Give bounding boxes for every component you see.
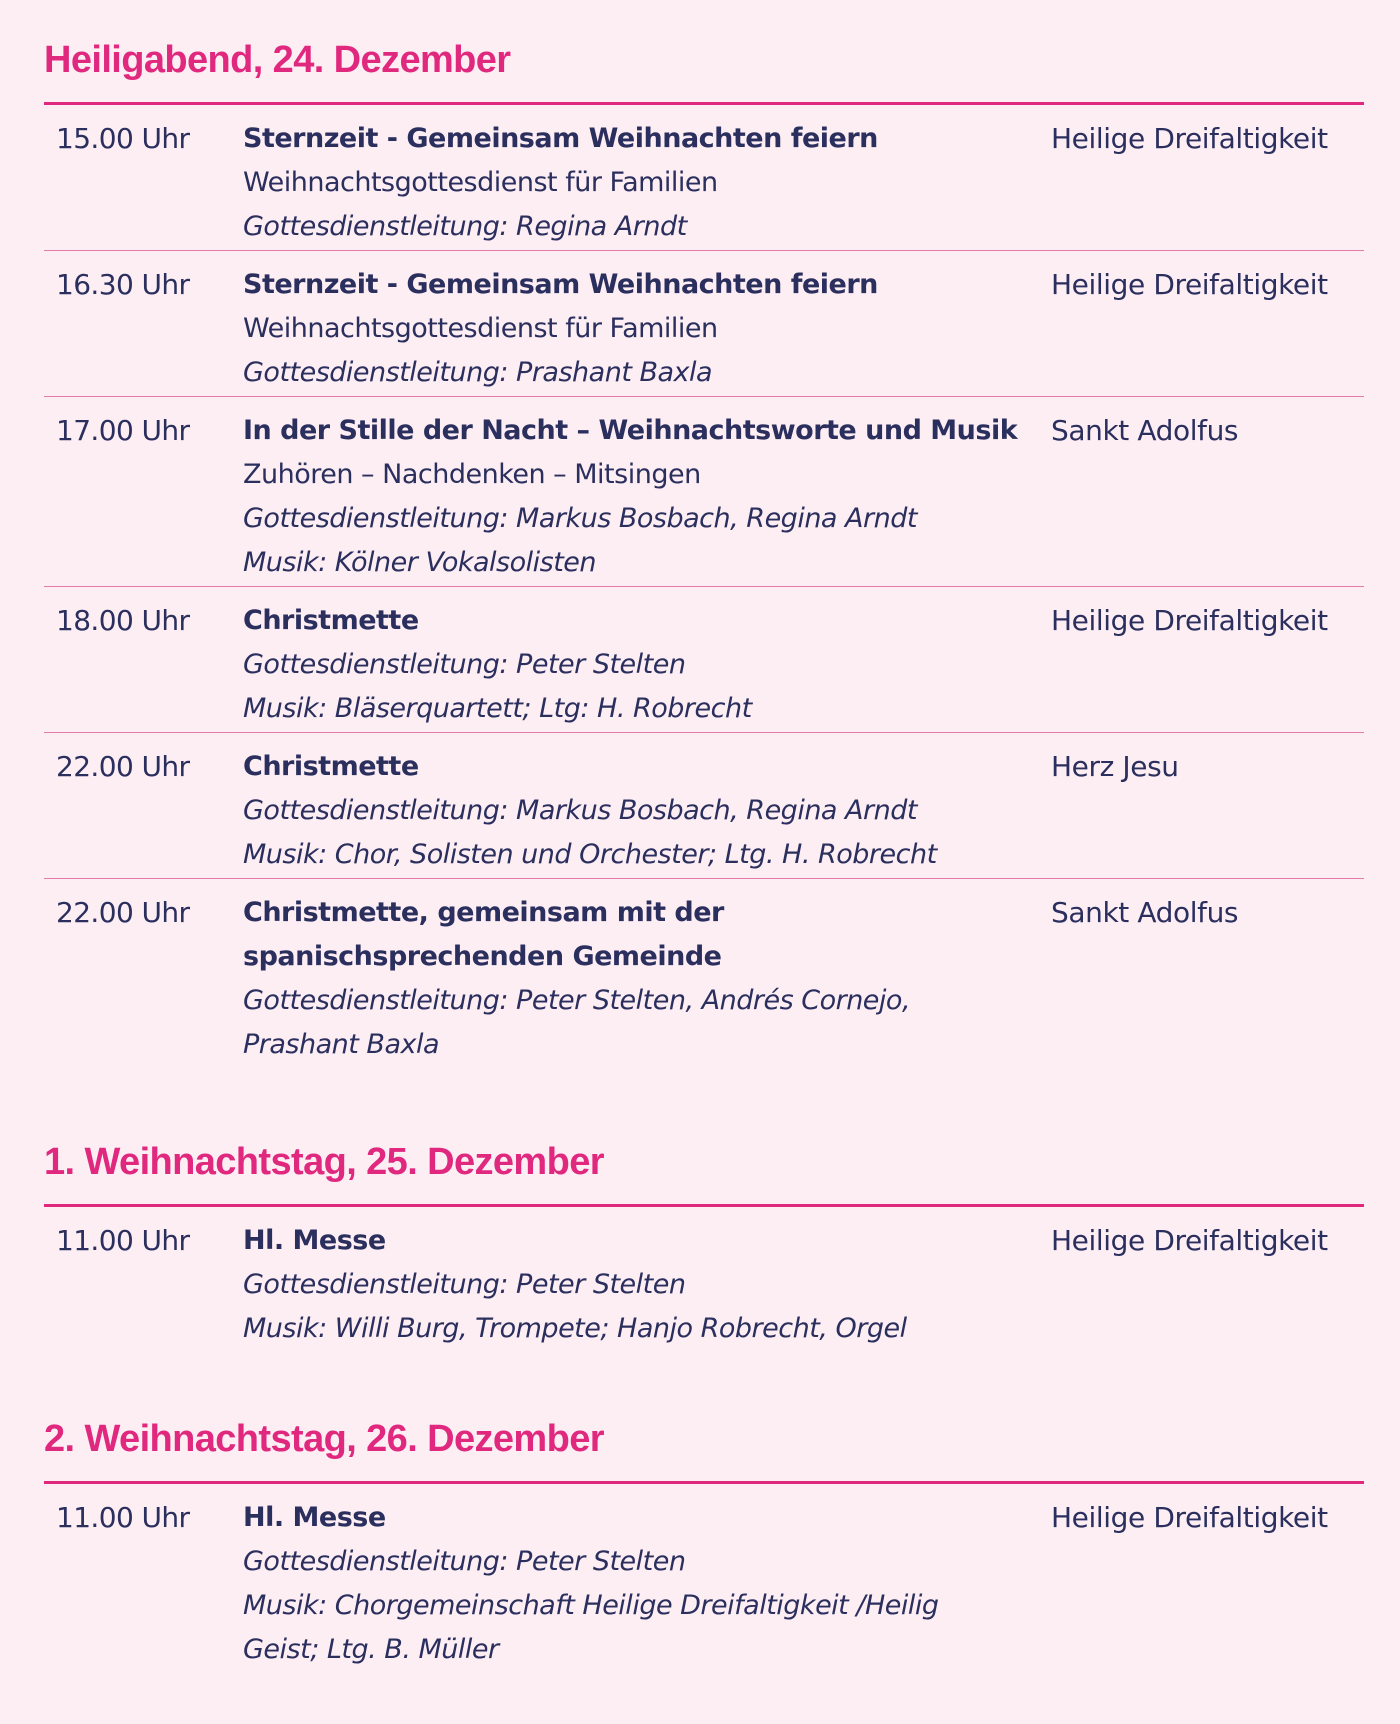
entry-time: 11.00 Uhr (56, 1224, 190, 1257)
entry-leader-cont: Prashant Baxla (243, 1029, 440, 1060)
entry-location: Heilige Dreifaltigkeit (1051, 268, 1328, 301)
entry-leader: Gottesdienstleitung: Prashant Baxla (243, 357, 713, 388)
entry-leader: Gottesdienstleitung: Peter Stelten (243, 1546, 686, 1577)
entry-title: Christmette, gemeinsam mit der (243, 897, 724, 928)
entry-location: Sankt Adolfus (1051, 414, 1239, 447)
entry-location: Heilige Dreifaltigkeit (1051, 122, 1328, 155)
section-heiligabend (44, 38, 1364, 1069)
entry-leader: Gottesdienstleitung: Markus Bosbach, Regina Arndt (243, 795, 917, 826)
entry-title-cont: spanischsprechenden Gemeinde (243, 941, 722, 972)
entry-title: Christmette (243, 605, 419, 636)
entry-details (243, 745, 1043, 877)
entry-title: Christmette (243, 751, 419, 782)
entry-details (243, 891, 1043, 1067)
entry-subtitle: Weihnachtsgottesdienst für Familien (243, 167, 718, 198)
entry-music: Musik: Kölner Vokalsolisten (243, 547, 597, 578)
entry-location: Heilige Dreifaltigkeit (1051, 1224, 1328, 1257)
entry-time: 15.00 Uhr (56, 122, 190, 155)
section-weihnachtstag-1 (44, 1140, 1364, 1353)
entry-details (243, 117, 1043, 249)
entry-title: Hl. Messe (243, 1502, 386, 1533)
entry-time: 17.00 Uhr (56, 414, 190, 447)
entry-location: Sankt Adolfus (1051, 896, 1239, 929)
entry-location: Herz Jesu (1051, 750, 1179, 783)
entry-time: 16.30 Uhr (56, 268, 190, 301)
entry-leader: Gottesdienstleitung: Peter Stelten (243, 1269, 686, 1300)
section-title: 1. Weihnachtstag, 25. Dezember (44, 1141, 604, 1183)
schedule-entry (44, 587, 1364, 733)
entry-music: Musik: Chorgemeinschaft Heilige Dreifaltigkeit /Heilig (243, 1590, 939, 1621)
entry-time: 22.00 Uhr (56, 896, 190, 929)
schedule-entry (44, 105, 1364, 251)
entry-title: Hl. Messe (243, 1225, 386, 1256)
entry-details (243, 263, 1043, 395)
entry-subtitle: Zuhören – Nachdenken – Mitsingen (243, 459, 701, 490)
schedule-entry (44, 397, 1364, 587)
entry-time: 11.00 Uhr (56, 1501, 190, 1534)
entry-location: Heilige Dreifaltigkeit (1051, 604, 1328, 637)
schedule-entry (44, 1207, 1364, 1353)
entry-title: Sternzeit - Gemeinsam Weihnachten feiern (243, 123, 878, 154)
section-weihnachtstag-2 (44, 1417, 1364, 1674)
entry-details (243, 409, 1043, 585)
section-title: Heiligabend, 24. Dezember (44, 39, 511, 81)
entry-time: 18.00 Uhr (56, 604, 190, 637)
entry-title: Sternzeit - Gemeinsam Weihnachten feiern (243, 269, 878, 300)
schedule-entry (44, 1484, 1364, 1674)
entry-music: Musik: Willi Burg, Trompete; Hanjo Robrecht, Orgel (243, 1313, 907, 1344)
entry-leader: Gottesdienstleitung: Peter Stelten, Andrés Cornejo, (243, 985, 911, 1016)
entry-location: Heilige Dreifaltigkeit (1051, 1501, 1328, 1534)
entry-time: 22.00 Uhr (56, 750, 190, 783)
schedule-entry (44, 879, 1364, 1069)
entry-title: In der Stille der Nacht – Weihnachtsworte und Musik (243, 415, 1018, 446)
entry-music: Musik: Bläserquartett; Ltg: H. Robrecht (243, 693, 752, 724)
entry-details (243, 1219, 1043, 1351)
entry-music: Musik: Chor, Solisten und Orchester; Ltg. H. Robrecht (243, 839, 937, 870)
entry-leader: Gottesdienstleitung: Peter Stelten (243, 649, 686, 680)
entry-leader: Gottesdienstleitung: Regina Arndt (243, 211, 687, 242)
entry-details (243, 1496, 1043, 1672)
entry-music-cont: Geist; Ltg. B. Müller (243, 1634, 499, 1665)
schedule-entry (44, 733, 1364, 879)
entry-details (243, 599, 1043, 731)
entry-leader: Gottesdienstleitung: Markus Bosbach, Regina Arndt (243, 503, 917, 534)
section-title: 2. Weihnachtstag, 26. Dezember (44, 1418, 604, 1460)
entry-subtitle: Weihnachtsgottesdienst für Familien (243, 313, 718, 344)
schedule-entry (44, 251, 1364, 397)
